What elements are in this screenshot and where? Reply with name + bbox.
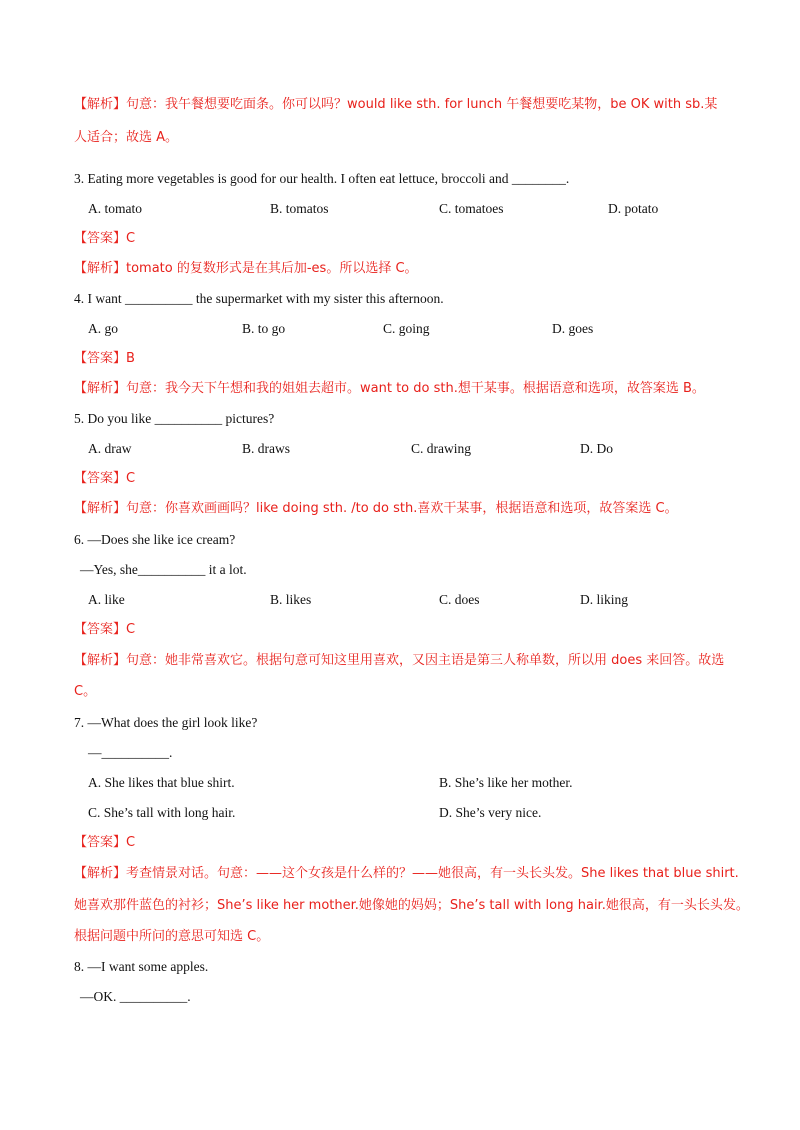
option-b: B. to go — [242, 321, 286, 336]
answer-text: 【答案】C — [74, 622, 136, 637]
analysis-text: 【解析】句意：我午餐想要吃面条。你可以吗？would like sth. for lunch 午餐想要吃某物，be OK with sb.某 — [74, 97, 718, 112]
option-c: C. drawing — [411, 441, 471, 456]
option-a: A. draw — [88, 441, 132, 456]
option-a: A. like — [88, 592, 125, 607]
option-c: C. does — [439, 592, 480, 607]
analysis-text: 【解析】考查情景对话。句意：——这个女孩是什么样的？——她很高，有一头长头发。She likes that blue shirt. — [74, 866, 739, 881]
question-reply: —__________. — [88, 745, 173, 760]
answer-text: 【答案】B — [74, 351, 135, 366]
option-c: C. She’s tall with long hair. — [88, 805, 236, 820]
question-stem: 5. Do you like __________ pictures? — [74, 411, 275, 426]
analysis-text: 【解析】句意：你喜欢画画吗？like doing sth. /to do sth.喜欢干某事，根据语意和选项，故答案选 C。 — [74, 501, 678, 516]
question-stem: 3. Eating more vegetables is good for our health. I often eat lettuce, broccoli and ________. — [74, 171, 570, 186]
answer-text: 【答案】C — [74, 471, 136, 486]
question-stem: 4. I want __________ the supermarket with my sister this afternoon. — [74, 291, 444, 306]
option-b: B. draws — [242, 441, 290, 456]
option-a: A. tomato — [88, 201, 142, 216]
option-d: D. potato — [608, 201, 659, 216]
option-d: D. goes — [552, 321, 594, 336]
question-reply: —Yes, she__________ it a lot. — [80, 562, 247, 577]
analysis-text: 【解析】句意：我今天下午想和我的姐姐去超市。want to do sth.想干某事。根据语意和选项，故答案选 B。 — [74, 381, 705, 396]
analysis-text: 【解析】句意：她非常喜欢它。根据句意可知这里用喜欢，又因主语是第三人称单数，所以用 does 来回答。故选 — [74, 653, 725, 668]
option-d: D. Do — [580, 441, 613, 456]
question-reply: —OK. __________. — [80, 989, 191, 1004]
question-stem: 8. —I want some apples. — [74, 959, 209, 974]
analysis-text: 根据问题中所问的意思可知选 C。 — [74, 929, 270, 944]
option-b: B. tomatos — [270, 201, 329, 216]
analysis-text: 她喜欢那件蓝色的衬衫；She’s like her mother.她像她的妈妈；She’s tall with long hair.她很高，有一头长头发。 — [74, 898, 749, 913]
option-b: B. likes — [270, 592, 312, 607]
question-stem: 7. —What does the girl look like? — [74, 715, 258, 730]
answer-text: 【答案】C — [74, 231, 136, 246]
option-c: C. tomatoes — [439, 201, 504, 216]
question-stem: 6. —Does she like ice cream? — [74, 532, 236, 547]
analysis-text: 【解析】tomato 的复数形式是在其后加-es。所以选择 C。 — [74, 261, 418, 276]
option-b: B. She’s like her mother. — [439, 775, 573, 790]
answer-text: 【答案】C — [74, 835, 136, 850]
analysis-text: 人适合；故选 A。 — [74, 130, 179, 145]
option-d: D. liking — [580, 592, 629, 607]
option-c: C. going — [383, 321, 430, 336]
analysis-text: C。 — [74, 684, 97, 699]
option-a: A. She likes that blue shirt. — [88, 775, 235, 790]
option-a: A. go — [88, 321, 118, 336]
option-d: D. She’s very nice. — [439, 805, 542, 820]
